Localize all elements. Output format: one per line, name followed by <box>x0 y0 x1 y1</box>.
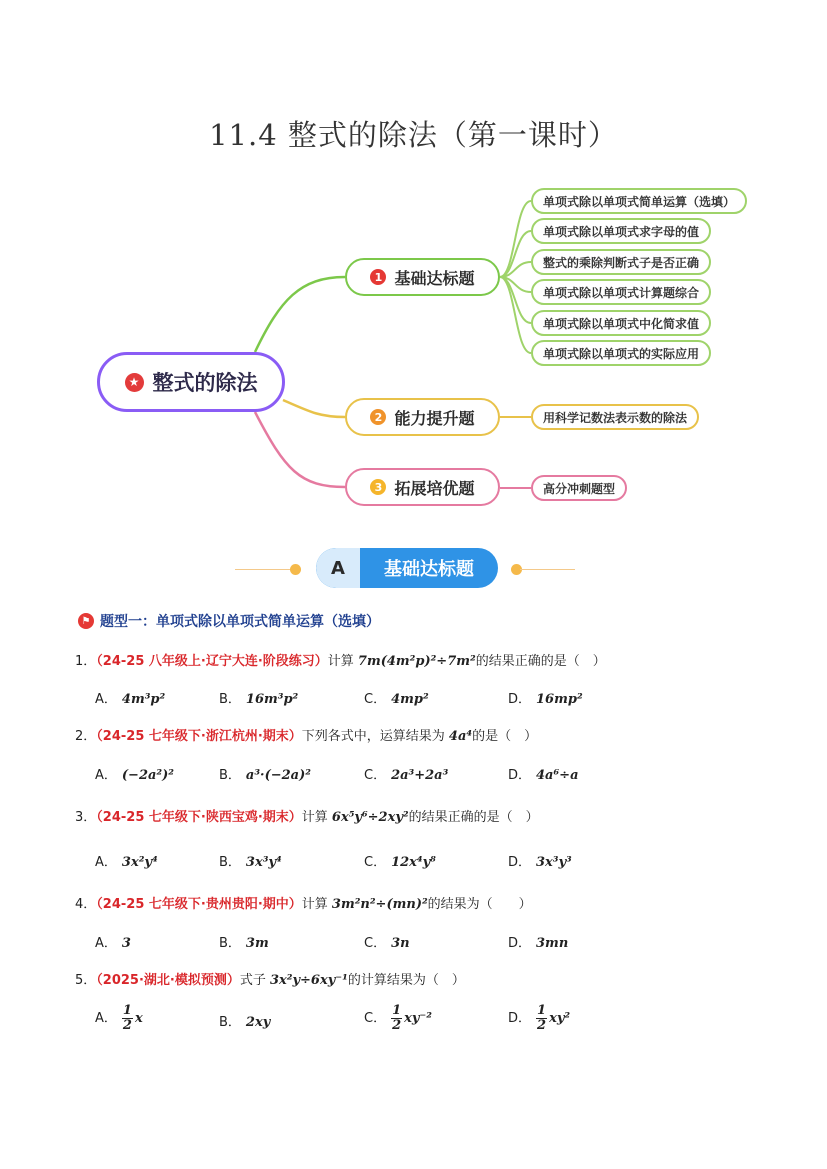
section-pill <box>316 548 498 588</box>
option-a[interactable]: A． 3 <box>95 936 131 951</box>
mindmap-root <box>97 352 285 412</box>
option-d[interactable]: D． 4a⁶÷a <box>508 768 579 783</box>
leaf-node: 整式的乘除判断式子是否正确 <box>531 249 711 275</box>
mindmap-root-label: 整式的除法 <box>152 371 258 395</box>
section-title: 基础达标题 <box>384 559 474 580</box>
question-stem-end: 的结果正确的是（ ） <box>408 810 539 825</box>
question-stem-end: 的计算结果为（ ） <box>347 973 465 988</box>
option-c[interactable]: C． $\frac{1}{2}$ xy⁻² <box>364 1003 432 1033</box>
question-type-heading <box>78 611 380 631</box>
flag-icon: ⚑ <box>78 613 94 629</box>
option-d[interactable]: D． 16mp² <box>508 692 583 707</box>
option-c[interactable]: C． 2a³+2a³ <box>364 768 449 783</box>
number-badge-icon: 2 <box>370 409 386 425</box>
question-stem: 计算 <box>301 810 328 825</box>
question-4 <box>75 893 532 912</box>
question-source: （2025·湖北·模拟预测） <box>96 973 240 988</box>
fraction: $\frac{1}{2}$ <box>122 1003 132 1033</box>
option-c[interactable]: C． 4mp² <box>364 692 429 707</box>
question-source: （24-25 七年级下·陕西宝鸡·期末） <box>96 810 302 825</box>
question-stem-end: 的结果为（ ） <box>427 897 532 912</box>
math-expression: 4a⁴ <box>448 729 473 744</box>
option-a[interactable]: A． 3x²y⁴ <box>95 855 158 870</box>
question-number: 3． <box>75 810 97 825</box>
question-3 <box>75 806 539 825</box>
option-a[interactable]: A． 4m³p² <box>95 692 166 707</box>
question-stem: 计算 <box>301 897 328 912</box>
option-c[interactable]: C． 12x⁴y⁸ <box>364 855 436 870</box>
math-expression: 6x⁵y⁶÷2xy² <box>331 810 409 825</box>
leaf-node: 单项式除以单项式中化简求值 <box>531 310 711 336</box>
question-number: 5． <box>75 973 97 988</box>
math-expression: 7m(4m²p)²÷7m² <box>357 654 476 669</box>
leaf-node: 单项式除以单项式的实际应用 <box>531 340 711 366</box>
branch-extend <box>345 468 500 506</box>
question-type-label: 题型一：单项式除以单项式简单运算（选填） <box>100 614 380 630</box>
section-header <box>0 545 827 589</box>
math-expression: 3x²y÷6xy⁻¹ <box>270 973 348 988</box>
question-number: 2． <box>75 729 97 744</box>
option-b[interactable]: B． 2xy <box>219 1015 271 1030</box>
math-expression: 3m²n²÷(mn)² <box>331 897 428 912</box>
option-d[interactable]: D． 3x³y³ <box>508 855 572 870</box>
question-number: 1． <box>75 654 97 669</box>
option-c[interactable]: C． 3n <box>364 936 410 951</box>
number-badge-icon: 1 <box>370 269 386 285</box>
question-stem-end: 的结果正确的是（ ） <box>475 654 606 669</box>
leaf-node: 单项式除以单项式求字母的值 <box>531 218 711 244</box>
question-1 <box>75 650 606 669</box>
question-stem: 计算 <box>327 654 354 669</box>
question-stem: 下列各式中，运算结果为 <box>301 729 445 744</box>
divider <box>235 569 295 570</box>
option-b[interactable]: B． 3m <box>219 936 269 951</box>
branch-basic <box>345 258 500 296</box>
question-5 <box>75 969 465 988</box>
leaf-node: 用科学记数法表示数的除法 <box>531 404 699 430</box>
question-source: （24-25 七年级下·贵州贵阳·期中） <box>96 897 302 912</box>
leaf-node: 单项式除以单项式计算题综合 <box>531 279 711 305</box>
leaf-node: 高分冲刺题型 <box>531 475 627 501</box>
question-source: （24-25 七年级下·浙江杭州·期末） <box>96 729 302 744</box>
option-a[interactable]: A． (−2a²)² <box>95 768 174 783</box>
leaf-node: 单项式除以单项式简单运算（选填） <box>531 188 747 214</box>
page-title: 11.4 整式的除法（第一课时） <box>209 118 618 152</box>
branch-label: 拓展培优题 <box>394 478 475 498</box>
question-2 <box>75 725 537 744</box>
question-source: （24-25 八年级上·辽宁大连·阶段练习） <box>96 654 328 669</box>
option-a[interactable]: A． $\frac{1}{2}$ x <box>95 1003 143 1033</box>
star-icon: ★ <box>125 373 144 392</box>
number-badge-icon: 3 <box>370 479 386 495</box>
dot-icon <box>290 564 301 575</box>
mind-map <box>0 180 827 520</box>
option-d[interactable]: D． $\frac{1}{2}$ xy² <box>508 1003 571 1033</box>
question-stem: 式子 <box>239 973 266 988</box>
option-b[interactable]: B． a³·(−2a)² <box>219 768 311 783</box>
branch-ability <box>345 398 500 436</box>
question-stem-end: 的是（ ） <box>472 729 538 744</box>
branch-label: 能力提升题 <box>394 408 475 428</box>
option-b[interactable]: B． 3x³y⁴ <box>219 855 282 870</box>
option-b[interactable]: B． 16m³p² <box>219 692 299 707</box>
branch-label: 基础达标题 <box>394 268 475 288</box>
question-number: 4． <box>75 897 97 912</box>
section-letter: A <box>316 548 360 588</box>
fraction: $\frac{1}{2}$ <box>392 1003 402 1033</box>
fraction: $\frac{1}{2}$ <box>537 1003 547 1033</box>
divider <box>520 569 575 570</box>
option-d[interactable]: D． 3mn <box>508 936 569 951</box>
